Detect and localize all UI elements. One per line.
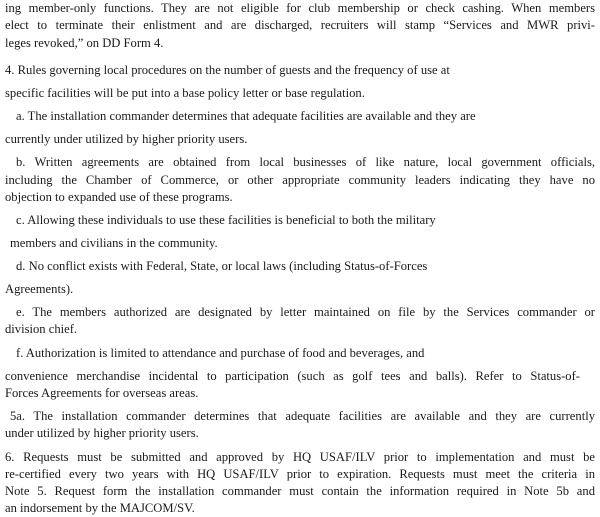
text-line: f. Authorization is limited to attendance and purchase of food and beverages, and bbox=[16, 346, 425, 360]
text-line: 4. Rules governing local procedures on the number of guests and the frequency of use at bbox=[5, 63, 450, 77]
text-line: e. The members authorized are designated by letter maintained on file by the Services commander or bbox=[16, 305, 595, 319]
text-line: convenience merchandise incidental to participation (such as golf tees and balls). Refer to Status-of- bbox=[5, 369, 580, 383]
text-line: elect to terminate their enlistment and are discharged, recruiters will stamp “Services and MWR privi- bbox=[5, 18, 595, 32]
text-line: ing member-only functions. They are not eligible for club membership or check cashing. When members bbox=[5, 1, 595, 15]
text-line: specific facilities will be put into a base policy letter or base regulation. bbox=[5, 86, 365, 100]
text-line: Agreements). bbox=[5, 282, 74, 296]
text-line: objection to expanded use of these programs. bbox=[5, 190, 233, 204]
text-line: leges revoked,” on DD Form 4. bbox=[5, 36, 164, 50]
text-line: re-certified every two years with HQ USAF/ILV prior to expiration. Requests must meet the criteria in bbox=[5, 467, 595, 481]
text-line: Forces Agreements for overseas areas. bbox=[5, 386, 199, 400]
text-line: including the Chamber of Commerce, or other appropriate community leaders indicating they have no bbox=[5, 173, 595, 187]
text-line: currently under utilized by higher priority users. bbox=[5, 132, 248, 146]
text-line: c. Allowing these individuals to use these facilities is beneficial to both the military bbox=[16, 213, 436, 227]
text-line: 6. Requests must be submitted and approved by HQ USAF/ILV prior to implementation and must be bbox=[5, 450, 595, 464]
text-line: d. No conflict exists with Federal, State, or local laws (including Status-of-Forces bbox=[16, 259, 428, 273]
text-line: b. Written agreements are obtained from local businesses of like nature, local government officials, bbox=[16, 155, 595, 169]
text-line: Note 5. Request form the installation commander must contain the information required in Note 5b and bbox=[5, 484, 595, 498]
text-line: an indorsement by the MAJCOM/SV. bbox=[5, 501, 195, 515]
text-line: 5a. The installation commander determines that adequate facilities are available and they are currently bbox=[10, 409, 595, 423]
text-line: a. The installation commander determines that adequate facilities are available and they are bbox=[16, 109, 476, 123]
text-line: members and civilians in the community. bbox=[10, 236, 218, 250]
text-line: under utilized by higher priority users. bbox=[5, 426, 199, 440]
text-line: division chief. bbox=[5, 322, 78, 336]
